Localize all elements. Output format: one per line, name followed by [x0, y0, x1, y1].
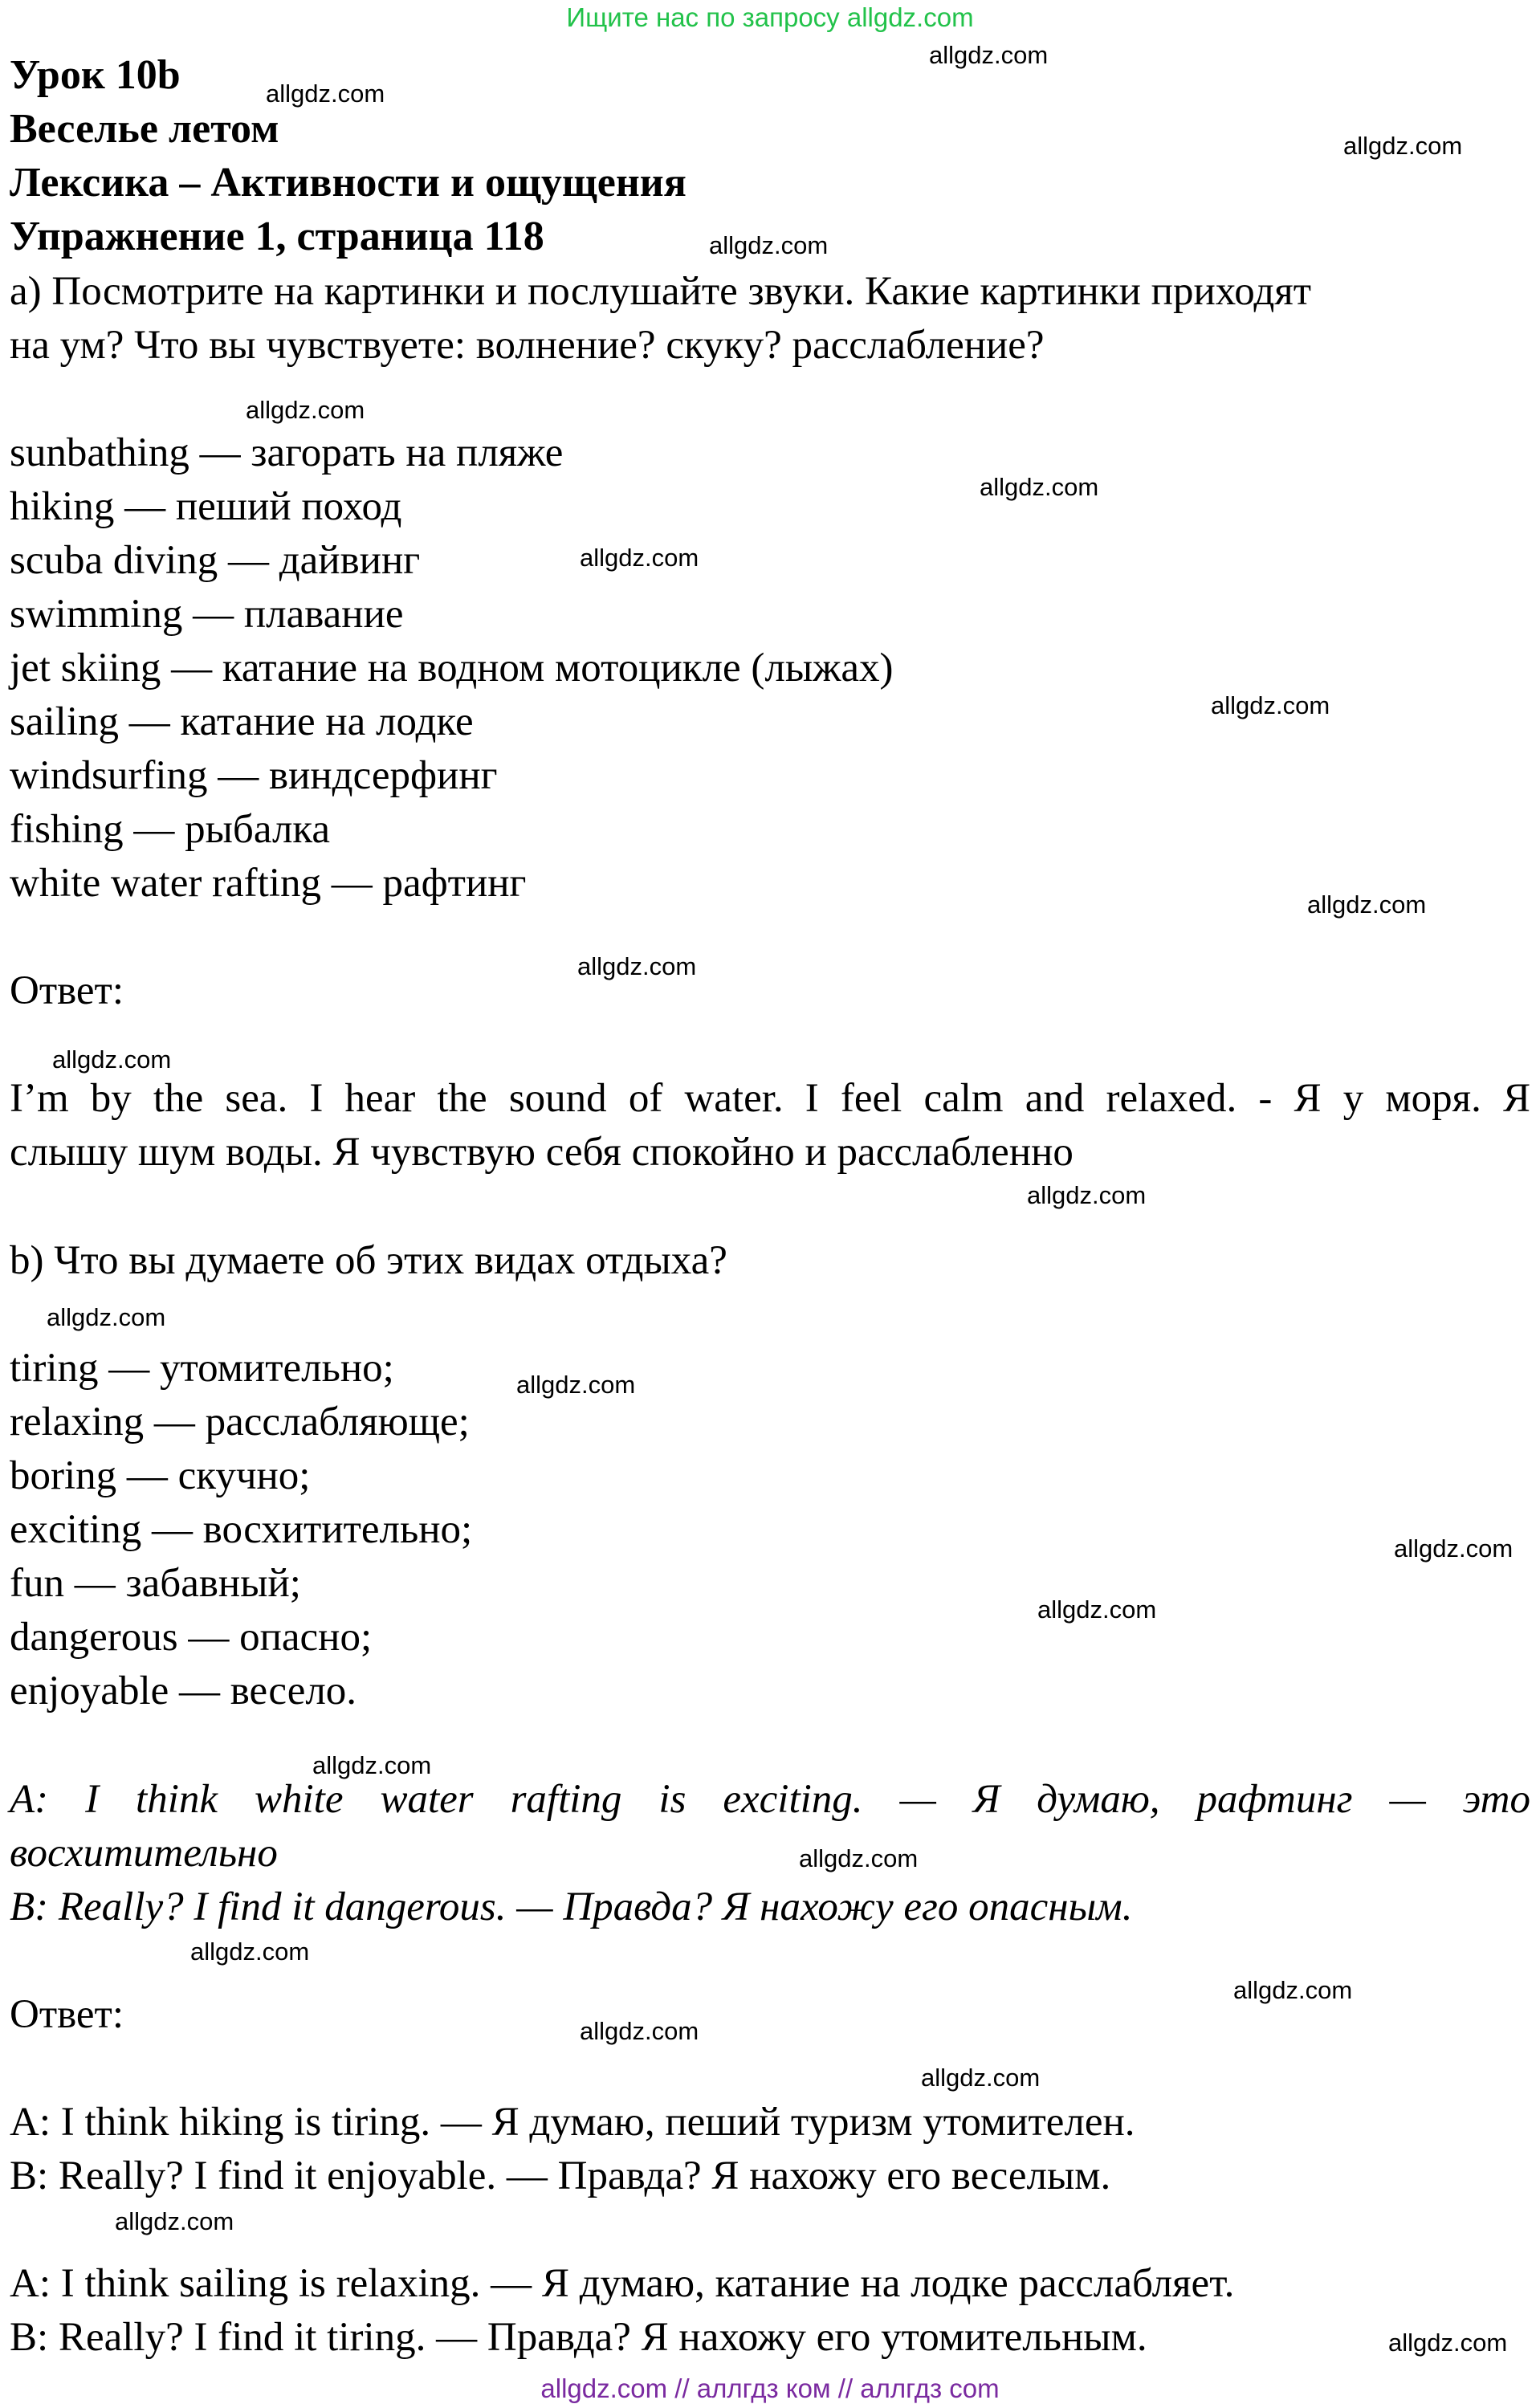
part-a-instruction-line2: на ум? Что вы чувствуете: волнение? скуку? расслабление? — [10, 323, 1045, 368]
watermark: allgdz.com — [516, 1371, 636, 1399]
vocab-item: sailing — катание на лодке — [10, 699, 474, 744]
answer-a-line1: I’m by the sea. I hear the sound of water. I feel calm and relaxed. - Я у моря. Я — [10, 1076, 1530, 1121]
watermark: allgdz.com — [1027, 1181, 1147, 1209]
part-a-instruction-line1: a) Посмотрите на картинки и послушайте звуки. Какие картинки приходят — [10, 269, 1312, 314]
adjective-item: dangerous — опасно; — [10, 1615, 373, 1660]
watermark: allgdz.com — [52, 1045, 172, 1074]
watermark: allgdz.com — [1394, 1534, 1514, 1563]
watermark: allgdz.com — [709, 231, 829, 259]
watermark: allgdz.com — [577, 952, 697, 980]
watermark: allgdz.com — [312, 1751, 432, 1779]
adjective-item: relaxing — расслабляюще; — [10, 1400, 470, 1444]
answer-a-line2: слышу шум воды. Я чувствую себя спокойно и расслабленно — [10, 1130, 1074, 1175]
vocab-item: sunbathing — загорать на пляже — [10, 430, 564, 475]
lesson-number: Урок 10b — [10, 52, 181, 98]
watermark: allgdz.com — [580, 544, 699, 572]
dialogue-line: B: Really? I find it tiring. — Правда? Я нахожу его утомительным. — [10, 2315, 1147, 2360]
watermark: allgdz.com — [47, 1303, 166, 1331]
watermark: allgdz.com — [1233, 1976, 1353, 2004]
watermark: allgdz.com — [921, 2064, 1041, 2092]
top-banner[interactable]: Ищите нас по запросу allgdz.com — [566, 2, 974, 32]
watermark: allgdz.com — [1343, 132, 1463, 160]
watermark: allgdz.com — [799, 1844, 919, 1872]
watermark: allgdz.com — [1037, 1595, 1157, 1624]
adjective-item: fun — забавный; — [10, 1561, 301, 1606]
watermark: allgdz.com — [1307, 890, 1427, 919]
answer-label-b: Ответ: — [10, 1992, 124, 2037]
watermark: allgdz.com — [580, 2017, 699, 2045]
exercise-title: Упражнение 1, страница 118 — [10, 214, 544, 259]
vocab-item: swimming — плавание — [10, 592, 404, 637]
vocab-item: white water rafting — рафтинг — [10, 861, 527, 906]
watermark: allgdz.com — [1388, 2329, 1508, 2357]
answer-label-a: Ответ: — [10, 968, 124, 1013]
vocab-item: scuba diving — дайвинг — [10, 538, 421, 583]
adjective-item: enjoyable — весело. — [10, 1669, 357, 1713]
watermark: allgdz.com — [929, 41, 1049, 69]
dialogue-line: B: Really? I find it enjoyable. — Правда? Я нахожу его веселым. — [10, 2153, 1111, 2198]
vocab-item: jet skiing — катание на водном мотоцикле (лыжах) — [10, 646, 894, 691]
dialogue-line: A: I think hiking is tiring. — Я думаю, пеший туризм утомителен. — [10, 2100, 1135, 2145]
vocab-item: hiking — пеший поход — [10, 484, 402, 529]
adjective-item: boring — скучно; — [10, 1453, 311, 1498]
watermark: allgdz.com — [246, 396, 365, 424]
example-line2: восхитительно — [10, 1831, 278, 1876]
adjective-item: exciting — восхитительно; — [10, 1507, 473, 1552]
watermark: allgdz.com — [1211, 691, 1330, 719]
part-b-instruction: b) Что вы думаете об этих видах отдыха? — [10, 1238, 727, 1283]
watermark: allgdz.com — [115, 2207, 234, 2235]
watermark: allgdz.com — [190, 1937, 310, 1966]
example-line3: B: Really? I find it dangerous. — Правда? Я нахожу его опасным. — [10, 1884, 1133, 1929]
lesson-title: Веселье летом — [10, 106, 279, 152]
watermark: allgdz.com — [266, 79, 385, 108]
footer-links[interactable]: allgdz.com // аллгдз ком // аллгдз com — [540, 2373, 1000, 2403]
dialogue-line: A: I think sailing is relaxing. — Я думаю, катание на лодке расслабляет. — [10, 2261, 1235, 2306]
vocab-item: fishing — рыбалка — [10, 807, 331, 852]
watermark: allgdz.com — [980, 473, 1099, 501]
example-line1: A: I think white water rafting is exciting. — Я думаю, рафтинг — это — [10, 1777, 1530, 1822]
adjective-item: tiring — утомительно; — [10, 1346, 394, 1391]
topic-title: Лексика – Активности и ощущения — [10, 160, 686, 206]
vocab-item: windsurfing — виндсерфинг — [10, 753, 498, 798]
